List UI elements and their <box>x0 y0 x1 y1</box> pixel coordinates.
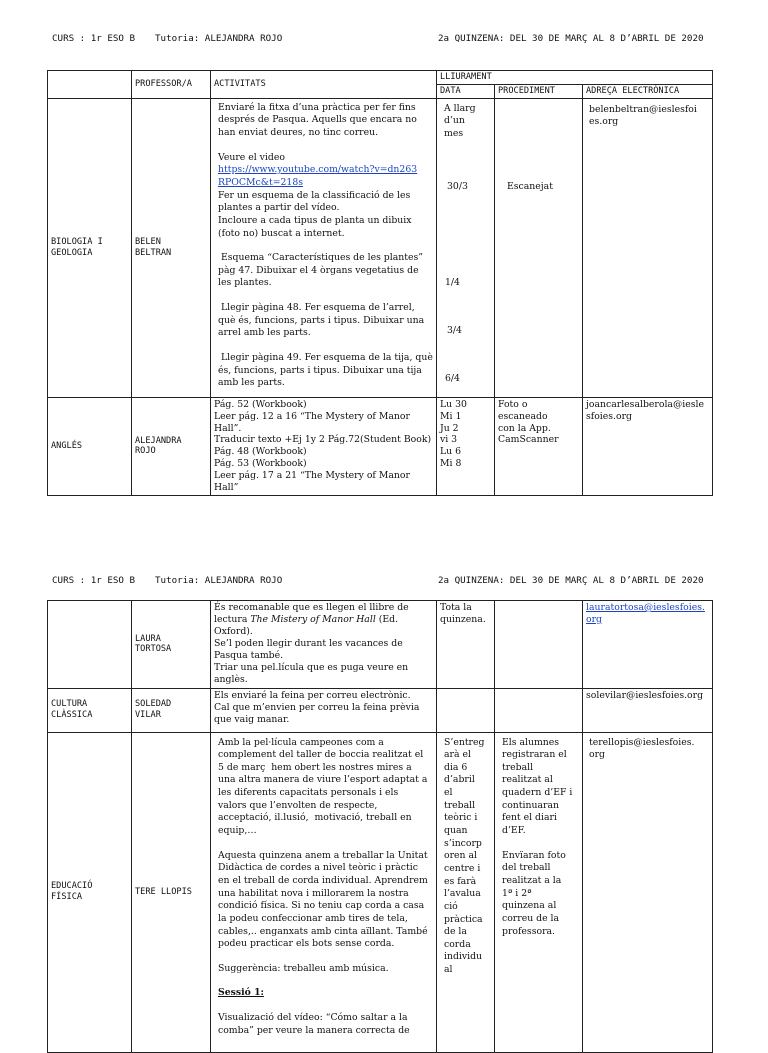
activity-text: Enviaré la fitxa d’una pràctica per fer fins després de Pasqua. Aquells que encara no han enviat deures, no tinc correu. <box>218 101 417 139</box>
professor-name: LAURA TORTOSA <box>135 633 172 655</box>
date-cell <box>437 601 495 689</box>
date-cell <box>437 688 495 732</box>
header-professor: PROFESSOR/A <box>132 71 211 99</box>
table-row-angles <box>48 397 713 495</box>
email-cell <box>583 732 713 1052</box>
procedure-cell <box>495 688 583 732</box>
subject-name: EDUCACIÓ FÍSICA <box>51 881 93 903</box>
professor-name: TERE LLOPIS <box>135 886 192 897</box>
procedure-cell <box>495 98 583 397</box>
header-procedure: PROCEDIMENT <box>495 85 583 99</box>
procedure-text: Envïaran foto del treball realitzat a la 1ª i 2ª quinzena al correu de la professora. <box>502 849 566 937</box>
activity-text: Veure el video <box>218 151 285 163</box>
activity-text-part: (Ed. Oxford). Se’l poden llegir durant les vacances de Pasqua també. Triar una pel.lícula que es puga veure en anglès. <box>214 614 409 686</box>
activity-text: Pág. 52 (Workbook) Leer pág. 12 a 16 “The Mystery of Manor Hall”. Traducir texto +Ej 1y 2 Pág.72(Student Book) Pág. 48 (Workbook) Pág. 53 (Workbook) Leer pág. 17 a 21 “The Mystery of Manor Hall” <box>214 398 432 493</box>
activity-text: Amb la pel·lícula campeones com a complement del taller de boccia realitzat el 5 de març hem obert les nostres mires a una altra manera de viure l’esport adaptat a les diferents capacitats personals i els valors que l’envolten de respecte, acceptació, il.lusió, motivació, treball en equip,… <box>218 736 428 837</box>
session-heading: Sessió 1: <box>218 987 264 999</box>
activities-cell <box>211 732 437 1052</box>
header-activities: ACTIVITATS <box>211 71 437 99</box>
activity-text: Fer un esquema de la classificació de les plantes a partir del vídeo. Incloure a cada tipus de planta un dibuix (foto no) buscat a internet. <box>218 189 412 239</box>
activity-text: Aquesta quinzena anem a treballar la Unitat Didàctica de cordes a nivel teòric i pràctic en el treball de corda individual. Aprendrem una habilitat nova i millorarem la nostra condició física. Si no teniu cap corda a casa la podeu confeccionar amb tires de tela, cables,.. enganxats amb cinta aïllant. També podeu practicar els bots sense corda. <box>218 849 428 950</box>
subject-cell <box>48 98 132 397</box>
page-header <box>0 575 768 591</box>
date-text: Tota la quinzena. <box>440 602 486 626</box>
date-text: S’entreg arà el dia 6 d’abril el treball teòric i quan s’incorp oren al centre i es farà l’avalua ció pràctica de la corda individu al <box>444 736 485 976</box>
email-text: joancarlesalberola@iesle sfoies.org <box>586 398 704 422</box>
table-row-cultura <box>48 688 713 732</box>
procedure-text: Escanejat <box>507 180 553 192</box>
email-cell <box>583 397 713 495</box>
header-date: DATA <box>437 85 495 99</box>
date-text: 30/3 <box>447 180 468 192</box>
subject-cell <box>48 688 132 732</box>
course-label: CURS : 1r ESO B <box>52 575 135 586</box>
activity-text: Llegir pàgina 48. Fer esquema de l’arrel, què és, funcions, parts i tipus. Dibuixar una arrel amb les parts. <box>218 302 425 339</box>
professor-name: BELEN BELTRAN <box>135 237 172 258</box>
professor-cell <box>132 397 211 495</box>
professor-name: ALEJANDRA ROJO <box>135 435 182 457</box>
procedure-cell <box>495 732 583 1052</box>
email-text: solevilar@ieslesfoies.org <box>586 689 704 701</box>
subject-name: BIOLOGIA I GEOLOGIA <box>51 237 103 258</box>
activity-text-part: És recomanable que es llegen el llibre de lectura <box>214 602 409 626</box>
header-email: ADREÇA ELECTRÒNICA <box>583 85 713 99</box>
activity-text: Esquema “Característiques de les plantes” pàg 47. Dibuixar el 4 òrgans vegetatius de les plantes. <box>218 252 424 289</box>
tutor-label: Tutoria: ALEJANDRA ROJO <box>155 33 283 44</box>
email-cell <box>583 688 713 732</box>
period-label: 2a QUINZENA: DEL 30 DE MARÇ AL 8 D’ABRIL DE 2020 <box>438 33 704 44</box>
email-text: belenbeltran@ieslesfoi es.org <box>589 103 697 128</box>
professor-name: SOLEDAD VILAR <box>135 699 172 721</box>
table-row-laura <box>48 601 713 689</box>
table-row-biologia <box>48 98 713 397</box>
date-text: Lu 30 Mi 1 Ju 2 vi 3 Lu 6 Mi 8 <box>440 398 467 470</box>
course-label: CURS : 1r ESO B <box>52 33 135 44</box>
book-title: The Mistery of Manor Hall <box>250 614 376 626</box>
schedule-table <box>47 600 713 1053</box>
activity-text: Els enviaré la feina per correu electrònic. Cal que m’envien per correu la feina prèvia que vaig manar. <box>214 689 420 725</box>
procedure-text: Foto o escaneado con la App. CamScanner <box>498 398 559 446</box>
subject-cell <box>48 732 132 1052</box>
professor-cell <box>132 688 211 732</box>
date-cell <box>437 98 495 397</box>
date-text: 3/4 <box>447 324 462 336</box>
activities-cell <box>211 98 437 397</box>
activity-text <box>214 602 433 687</box>
date-text: 6/4 <box>445 372 460 384</box>
tutor-label: Tutoria: ALEJANDRA ROJO <box>155 575 283 586</box>
email-link[interactable]: lauratortosa@ieslesfoies. org <box>586 602 705 626</box>
schedule-table <box>47 70 713 496</box>
date-text: 1/4 <box>445 276 460 288</box>
table-row-ef <box>48 732 713 1052</box>
period-label: 2a QUINZENA: DEL 30 DE MARÇ AL 8 D’ABRIL DE 2020 <box>438 575 704 586</box>
activity-text: Llegir pàgina 49. Fer esquema de la tija, què és, funcions, parts i tipus. Dibuixar una tija amb les parts. <box>218 351 433 389</box>
procedure-text: Els alumnes registraran el treball realitzat al quadern d’EF i continuaran fent el diari d’EF. <box>502 736 573 837</box>
procedure-cell <box>495 397 583 495</box>
date-text: A llarg d’un mes <box>444 102 476 140</box>
email-text: terellopis@ieslesfoies. org <box>589 736 695 761</box>
subject-name: CULTURA CLÀSSICA <box>51 699 93 721</box>
professor-cell <box>132 98 211 397</box>
activities-cell <box>211 688 437 732</box>
subject-name: ANGLÉS <box>51 440 83 451</box>
activities-cell <box>211 601 437 689</box>
page-header <box>0 33 768 49</box>
subject-cell <box>48 397 132 495</box>
header-subject-cell <box>48 71 132 99</box>
email-cell <box>583 601 713 689</box>
activities-cell <box>211 397 437 495</box>
procedure-cell <box>495 601 583 689</box>
email-cell <box>583 98 713 397</box>
professor-cell <box>132 732 211 1052</box>
activity-text: Visualizació del vídeo: “Cómo saltar a la comba” per veure la manera correcta de <box>218 1012 410 1036</box>
subject-cell <box>48 601 132 689</box>
date-cell <box>437 732 495 1052</box>
activity-text: Suggerència: treballeu amb música. <box>218 962 389 974</box>
professor-cell <box>132 601 211 689</box>
date-cell <box>437 397 495 495</box>
youtube-link[interactable]: https://www.youtube.com/watch?v=dn263 RPOCMc&t=218s <box>218 164 418 188</box>
header-lliurament: LLIURAMENT <box>437 71 713 85</box>
